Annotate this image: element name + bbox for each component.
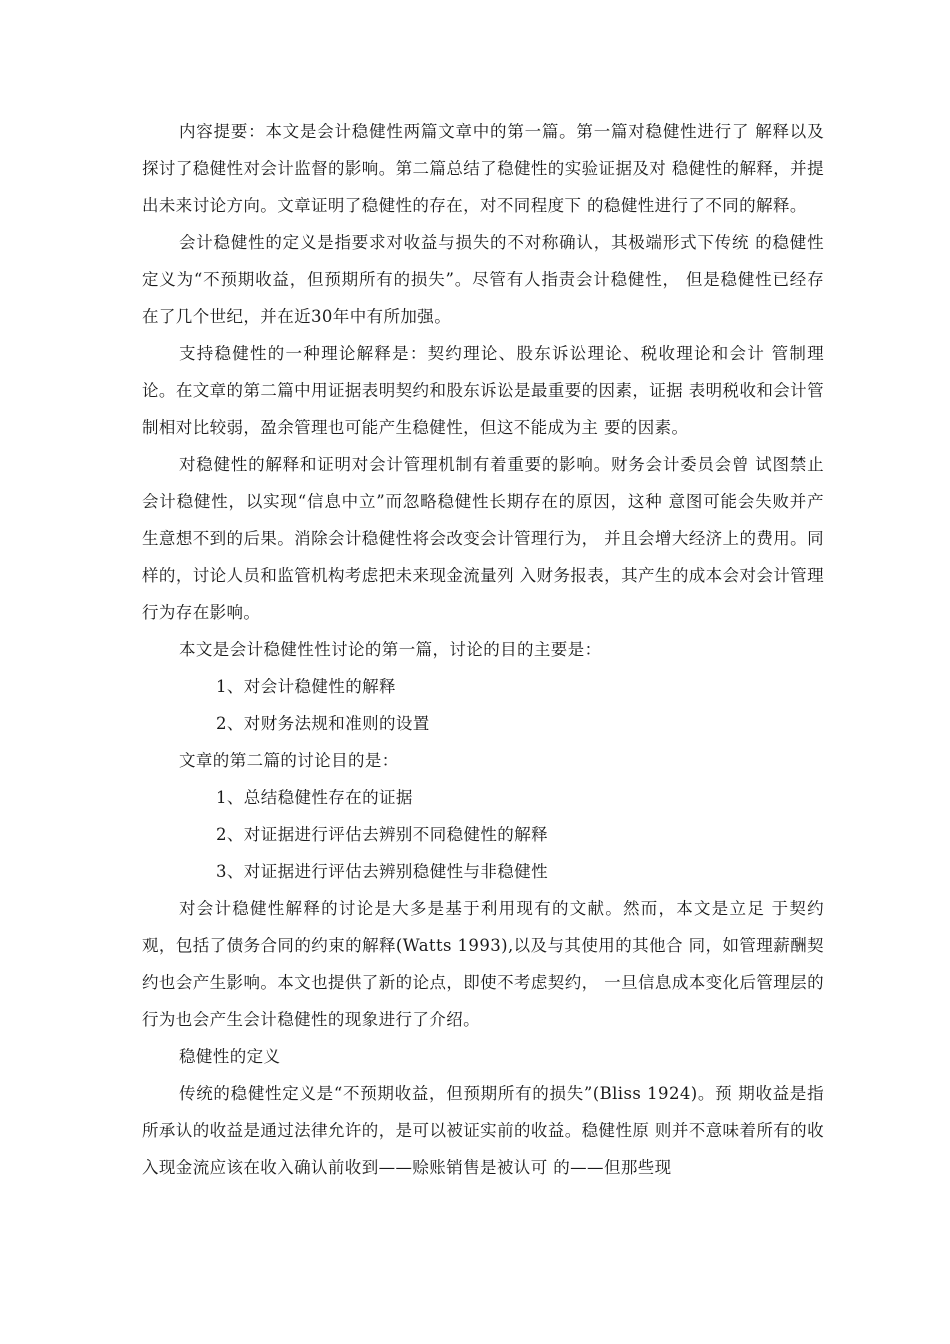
purpose-intro-paragraph: 本文是会计稳健性性讨论的第一篇，讨论的目的主要是： bbox=[179, 640, 602, 659]
definition-paragraph: 会计稳健性的定义是指要求对收益与损失的不对称确认，其极端形式下传统 的稳健性定义为“不预期收益，但预期所有的损失”。尽管有人指责会计稳健性， 但是稳健性已经存在了几个世纪，并在近30年中有所加强。 bbox=[142, 233, 824, 326]
list-item: 2、对证据进行评估去辨别不同稳健性的解释 bbox=[216, 825, 548, 844]
impact-paragraph: 对稳健性的解释和证明对会计管理机制有着重要的影响。财务会计委员会曾 试图禁止会计稳健性，以实现“信息中立”而忽略稳健性长期存在的原因，这种 意图可能会失败并产生意想不到的后果。消除会计稳健性将会改变会计管理行为， 并且会增大经济上的费用。同样的，讨论人员和监管机构考虑把未来现金流量列 入财务报表，其产生的成本会对会计管理行为存在影响。 bbox=[142, 455, 824, 622]
literature-paragraph: 对会计稳健性解释的讨论是大多是基于利用现有的文献。然而，本文是立足 于契约观，包括了债务合同的约束的解释(Watts 1993),以及与其使用的其他合 同，如管理薪酬契约也会产生影响。本文也提供了新的论点，即使不考虑契约， 一旦信息成本变化后管理层的行为也会产生会计稳健性的现象进行了介绍。 bbox=[142, 899, 824, 1029]
traditional-definition-paragraph: 传统的稳健性定义是“不预期收益，但预期所有的损失”(Bliss 1924)。预 期收益是指所承认的收益是通过法律允许的，是可以被证实前的收益。稳健性原 则并不意味着所有的收入现金流应该在收入确认前收到——赊账销售是被认可 的——但那些现 bbox=[142, 1084, 824, 1177]
theory-paragraph: 支持稳健性的一种理论解释是：契约理论、股东诉讼理论、税收理论和会计 管制理论。在文章的第二篇中用证据表明契约和股东诉讼是最重要的因素，证据 表明税收和会计管制相对比较弱，盈余管理也可能产生稳健性，但这不能成为主 要的因素。 bbox=[142, 344, 824, 437]
second-part-intro: 文章的第二篇的讨论目的是： bbox=[179, 751, 399, 770]
list-item: 1、总结稳健性存在的证据 bbox=[216, 788, 413, 807]
list-item: 1、对会计稳健性的解释 bbox=[216, 677, 396, 696]
abstract-paragraph: 内容提要：本文是会计稳健性两篇文章中的第一篇。第一篇对稳健性进行了 解释以及探讨了稳健性对会计监督的影响。第二篇总结了稳健性的实验证据及对 稳健性的解释，并提出未来讨论方向。文章证明了稳健性的存在，对不同程度下 的稳健性进行了不同的解释。 bbox=[142, 122, 824, 215]
list-item: 3、对证据进行评估去辨别稳健性与非稳健性 bbox=[216, 862, 548, 881]
document-body bbox=[142, 113, 824, 1186]
section-heading: 稳健性的定义 bbox=[179, 1047, 281, 1066]
list-item: 2、对财务法规和准则的设置 bbox=[216, 714, 430, 733]
